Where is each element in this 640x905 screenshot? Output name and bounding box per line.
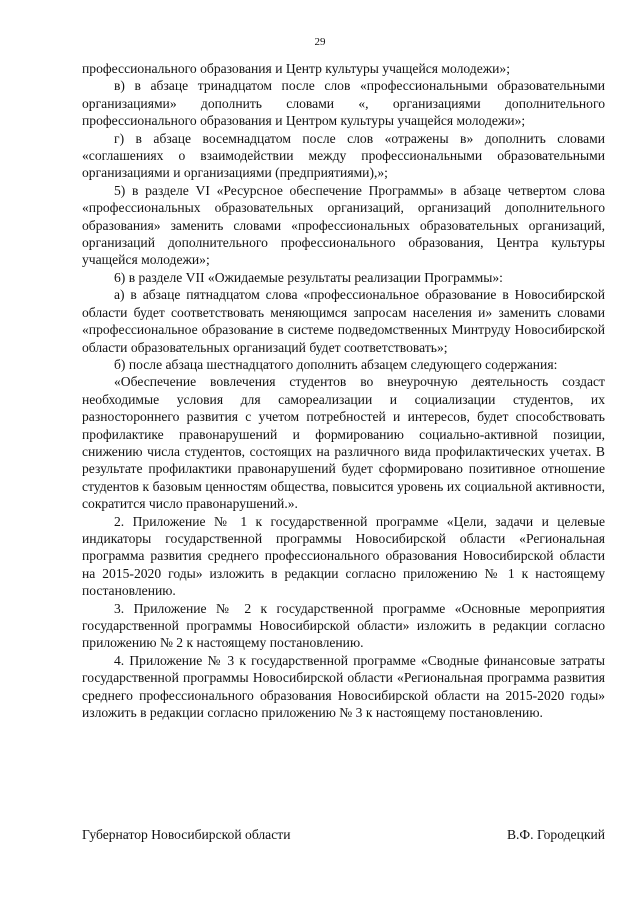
paragraph-item-g: г) в абзаце восемнадцатом после слов «отражены в» дополнить словами «соглашениях о взаимодействии между профессиональными образовательными организациями и организациями (предприятиями),»; <box>82 130 605 181</box>
paragraph-item-6b: б) после абзаца шестнадцатого дополнить абзацем следующего содержания: <box>114 356 558 372</box>
signature-block <box>82 827 605 843</box>
signatory-position: Губернатор Новосибирской области <box>82 827 291 842</box>
document-body <box>82 60 605 721</box>
paragraph-point-4: 4. Приложение № 3 к государственной программе «Сводные финансовые затраты государственной программы Новосибирской области «Региональная программа развития среднего профессионального образования Новосибирской области на 2015-2020 годы» изложить в редакции согласно приложению № 3 к настоящему постановлению. <box>82 652 605 721</box>
paragraph-item-5: 5) в разделе VI «Ресурсное обеспечение Программы» в абзаце четвертом слова «профессиональных образовательных организаций, организаций дополнительного образования» заменить словами «профессиональных образовательных организаций, организаций дополнительного профессионального образования, Центра культуры учащейся молодежи»; <box>82 182 605 268</box>
paragraph-quote: «Обеспечение вовлечения студентов во внеурочную деятельность создаст необходимые условия для самореализации и социализации студентов, их разностороннего развития с учетом потребностей и интересов, будет способствовать профилактике правонарушений и формированию социально-активной позиции, снижению числа студентов, состоящих на различного вида профилактических учетах. В результате профилактики правонарушений будет сформировано позитивное отношение студентов к базовым ценностям общества, повысится уровень их социальной активности, сократится число правонарушений.». <box>82 374 605 512</box>
paragraph-point-2: 2. Приложение № 1 к государственной программе «Цели, задачи и целевые индикаторы государственной программы Новосибирской области «Региональная программа развития среднего профессионального образования Новосибирской области на 2015-2020 годы» изложить в редакции согласно приложению № 1 к настоящему постановлению. <box>82 513 605 599</box>
paragraph-item-6: 6) в разделе VII «Ожидаемые результаты реализации Программы»: <box>114 269 503 285</box>
paragraph-item-v: в) в абзаце тринадцатом после слов «профессиональными образовательными организациями» дополнить словами «, организациями дополнительного профессионального образования и Центром культуры учащейся молодежи»; <box>82 78 605 129</box>
signatory-name: В.Ф. Городецкий <box>506 827 605 842</box>
paragraph-item-6a: а) в абзаце пятнадцатом слова «профессиональное образование в Новосибирской области будет соответствовать меняющимся запросам населения и» заменить словами «профессиональное образование в системе подведомственных Минтруду Новосибирской области образовательных организаций будет соответствовать»; <box>82 287 605 355</box>
paragraph-point-3: 3. Приложение № 2 к государственной программе «Основные мероприятия государственной программы Новосибирской области» изложить в редакции согласно приложению № 2 к настоящему постановлению. <box>82 600 605 651</box>
page-number: 29 <box>314 36 326 48</box>
paragraph-continuation: профессионального образования и Центр культуры учащейся молодежи»; <box>82 61 510 76</box>
